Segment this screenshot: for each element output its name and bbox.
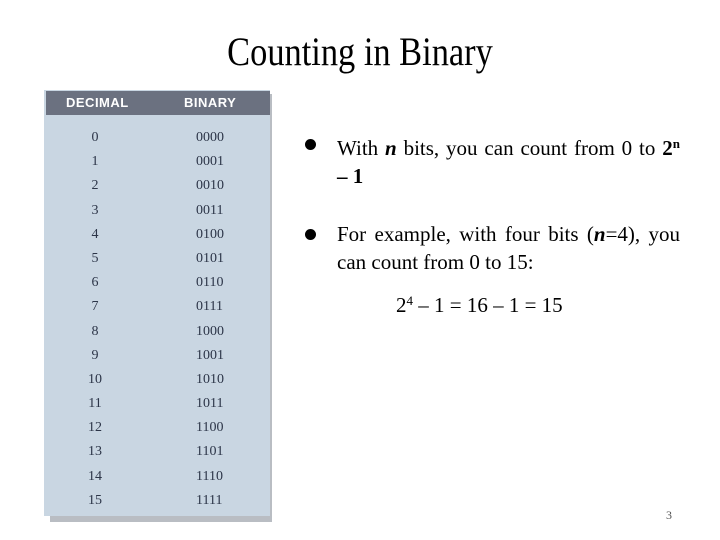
binary-cell: 0110 [196,275,224,291]
decimal-cell: 3 [91,202,99,218]
table-row [44,251,270,275]
decimal-cell: 2 [91,178,99,194]
bullet-2-middle: =4), you can count from 0 to 15: [337,222,680,274]
binary-cell: 0101 [196,250,224,266]
example-equation [396,287,563,319]
decimal-binary-table [44,90,270,516]
decimal-cell: 7 [91,299,99,315]
binary-cell: 0111 [196,299,223,315]
binary-cell: 1101 [196,444,224,460]
equation-exponent: 4 [406,293,413,308]
slide-title: Counting in Binary [227,29,493,74]
table-row [44,178,270,202]
binary-cell: 1001 [196,347,224,363]
decimal-cell: 10 [88,371,102,387]
equation-base: 2 [396,293,407,317]
table-row [44,203,270,227]
binary-cell: 1100 [196,420,224,436]
binary-cell: 0010 [196,178,224,194]
decimal-cell: 1 [91,154,99,170]
table-row [44,227,270,251]
bullet-2-prefix: For example, with four bits ( [337,222,594,246]
table-row [44,275,270,299]
bullet-1-suffix: – 1 [337,164,364,188]
binary-cell: 0011 [196,202,224,218]
table-row [44,420,270,444]
equation-rest: – 1 = 16 – 1 = 15 [413,293,563,317]
bullet-list [300,130,680,276]
decimal-column-header: DECIMAL [66,95,129,110]
decimal-cell: 0 [91,130,99,145]
page-number: 3 [666,508,672,522]
decimal-cell: 11 [88,396,102,412]
decimal-cell: 12 [88,420,102,436]
table-row [44,444,270,468]
bullet-1-exponent: n [672,136,680,151]
decimal-cell: 15 [88,492,102,508]
bullet-dot-icon [305,139,316,150]
decimal-cell: 4 [91,226,99,242]
table-row [44,469,270,493]
table-row [44,396,270,420]
binary-cell: 1110 [196,468,223,484]
decimal-cell: 8 [91,323,99,339]
table-row [44,154,270,178]
decimal-cell: 6 [91,275,99,291]
table-row [44,299,270,323]
decimal-cell: 9 [91,347,99,363]
table-row [44,130,270,154]
decimal-cell: 14 [88,468,102,484]
bullet-1-middle: bits, you can count from 0 to [396,136,663,160]
binary-cell: 1111 [196,492,223,508]
binary-cell: 0100 [196,226,224,242]
bullet-1-variable-n: n [385,136,397,160]
binary-cell: 1011 [196,396,224,412]
table-row [44,493,270,517]
binary-cell: 1000 [196,323,224,339]
table-header [46,91,270,115]
decimal-cell: 13 [88,444,102,460]
bullet-1-base: 2 [662,136,673,160]
binary-cell: 0001 [196,154,224,170]
binary-cell: 1010 [196,371,224,387]
bullet-example [300,220,680,276]
binary-cell: 0000 [196,130,224,145]
decimal-cell: 5 [91,250,99,266]
table-row [44,324,270,348]
table-row [44,372,270,396]
bullet-count-range [300,130,680,190]
binary-column-header: BINARY [184,95,237,110]
table-rows [44,130,270,517]
bullet-2-variable-n: n [593,222,606,246]
table-row [44,348,270,372]
bullet-dot-icon [305,229,316,240]
bullet-1-prefix: With [337,136,386,160]
